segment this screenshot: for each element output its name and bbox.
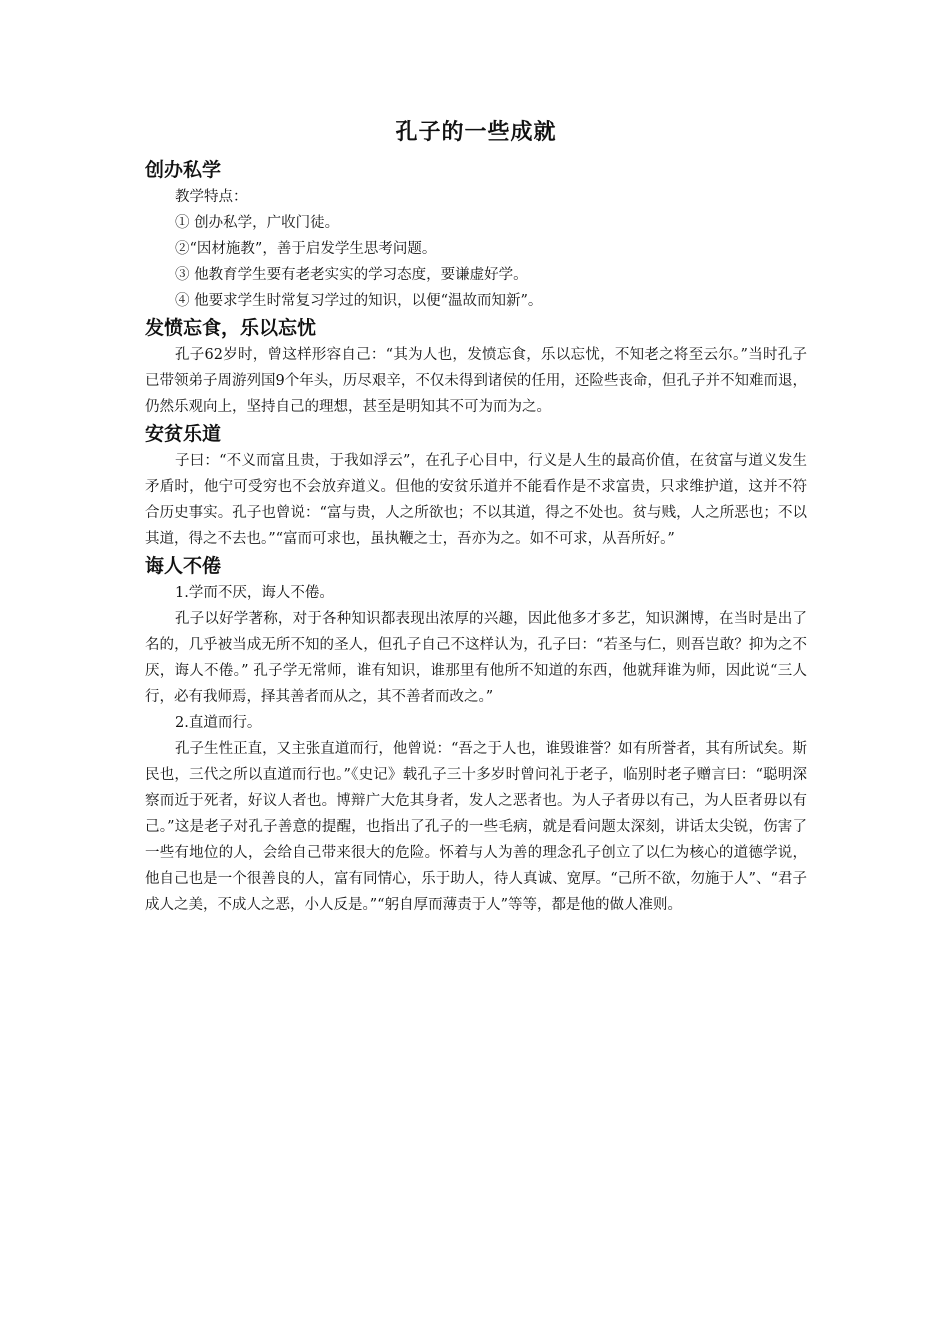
section-tireless-teaching bbox=[145, 552, 807, 918]
list-item: ②“因材施教”，善于启发学生思考问题。 bbox=[175, 241, 437, 257]
teaching-features-intro: 教学特点： bbox=[175, 189, 248, 205]
document-page bbox=[145, 118, 807, 918]
list-item: ① 创办私学，广收门徒。 bbox=[175, 215, 340, 231]
document-title: 孔子的一些成就 bbox=[395, 120, 557, 145]
body-paragraph: 孔子62岁时，曾这样形容自己：“其为人也，发愤忘食，乐以忘忧，不知老之将至云尔。”当时孔子已带领弟子周游列国9个年头，历尽艰辛，不仅未得到诸侯的任用，还险些丧命，但孔子并不知难而退，仍然乐观向上，坚持自己的理想，甚至是明知其不可为而为之。 bbox=[145, 347, 807, 415]
section-heading: 安贫乐道 bbox=[145, 423, 222, 445]
section-heading: 创办私学 bbox=[145, 159, 222, 181]
body-paragraph: 孔子生性正直，又主张直道而行，他曾说：“吾之于人也，谁毁谁誉？如有所誉者，其有所试矣。斯民也，三代之所以直道而行也。”《史记》载孔子三十多岁时曾问礼于老子，临别时老子赠言曰：“聪明深察而近于死者，好议人者也。博辩广大危其身者，发人之恶者也。为人子者毋以有己，为人臣者毋以有己。”这是老子对孔子善意的提醒，也指出了孔子的一些毛病，就是看问题太深刻，讲话太尖锐，伤害了一些有地位的人，会给自己带来很大的危险。怀着与人为善的理念孔子创立了以仁为核心的道德学说，他自己也是一个很善良的人，富有同情心，乐于助人，待人真诚、宽厚。“己所不欲，勿施于人”、“君子成人之美，不成人之恶，小人反是。”“躬自厚而薄责于人”等等，都是他的做人准则。 bbox=[145, 741, 807, 913]
subheading: 2.直道而行。 bbox=[175, 715, 262, 731]
section-private-school bbox=[145, 156, 807, 314]
section-diligence bbox=[145, 314, 807, 420]
list-item: ④ 他要求学生时常复习学过的知识，以便“温故而知新”。 bbox=[175, 293, 543, 309]
body-paragraph: 孔子以好学著称，对于各种知识都表现出浓厚的兴趣，因此他多才多艺，知识渊博，在当时是出了名的，几乎被当成无所不知的圣人，但孔子自己不这样认为，孔子曰：“若圣与仁，则吾岂敢？抑为之不厌，诲人不倦。” 孔子学无常师，谁有知识，谁那里有他所不知道的东西，他就拜谁为师，因此说“三人行，必有我师焉，择其善者而从之，其不善者而改之。” bbox=[145, 611, 807, 705]
section-heading: 发愤忘食，乐以忘忧 bbox=[145, 317, 317, 339]
subheading: 1.学而不厌，诲人不倦。 bbox=[175, 585, 334, 601]
body-paragraph: 子曰：“不义而富且贵，于我如浮云”，在孔子心目中，行义是人生的最高价值，在贫富与道义发生矛盾时，他宁可受穷也不会放弃道义。但他的安贫乐道并不能看作是不求富贵，只求维护道，这并不符合历史事实。孔子也曾说：“富与贵，人之所欲也；不以其道，得之不处也。贫与贱，人之所恶也；不以其道，得之不去也。”“富而可求也，虽执鞭之士，吾亦为之。如不可求，从吾所好。” bbox=[145, 453, 807, 547]
section-heading: 诲人不倦 bbox=[145, 555, 222, 577]
list-item: ③ 他教育学生要有老老实实的学习态度，要谦虚好学。 bbox=[175, 267, 528, 283]
section-content-in-poverty bbox=[145, 420, 807, 552]
